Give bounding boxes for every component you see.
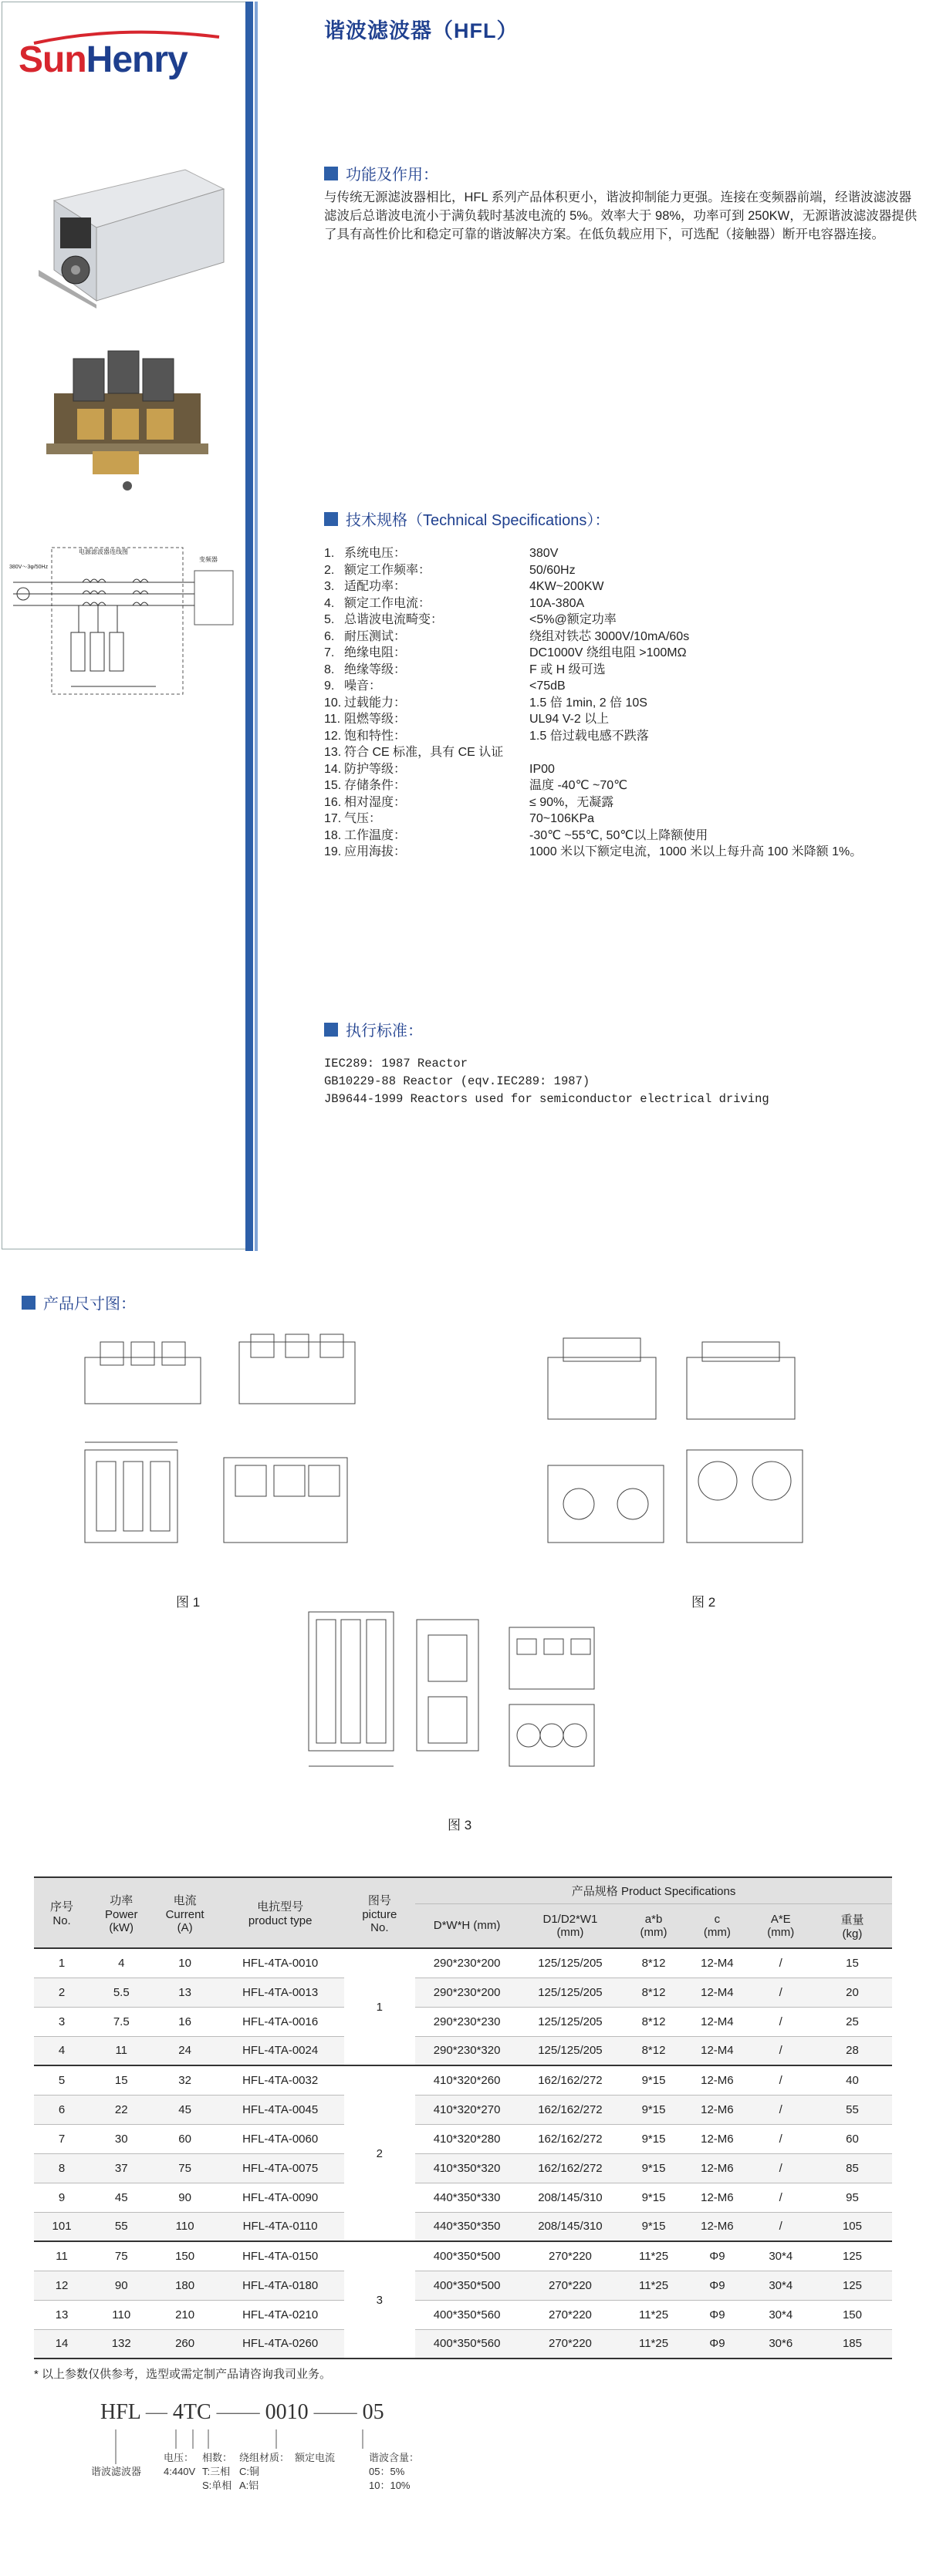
spec-row: [324, 578, 926, 595]
table-cell: 400*350*500: [415, 2241, 519, 2271]
table-cell: 125/125/205: [519, 2007, 622, 2036]
table-cell: 7: [34, 2124, 90, 2153]
top-frame: [0, 0, 926, 1253]
table-cell: 25: [813, 2007, 892, 2036]
picture-cell: 3: [344, 2241, 416, 2359]
table-cell: 410*320*280: [415, 2124, 519, 2153]
spec-label: 系统电压：: [344, 547, 407, 560]
table-cell: 15: [813, 1948, 892, 1978]
table-cell: 410*320*270: [415, 2095, 519, 2124]
code-label-thd: 谐波含量： 05：5% 10：10%: [369, 2452, 420, 2491]
table-cell: HFL-4TA-0010: [217, 1948, 344, 1978]
spec-row: [324, 678, 926, 695]
spec-label: 总谐波电流畸变：: [344, 613, 444, 626]
spec-row: [324, 777, 926, 794]
spec-row: [324, 629, 926, 646]
table-row: [34, 2124, 892, 2153]
blue-divider-light: [255, 2, 258, 1251]
standard-line: GB10229-88 Reactor (eqv.IEC289: 1987): [324, 1074, 590, 1088]
spec-value: 4KW~200KW: [529, 580, 604, 593]
spec-row: [324, 662, 926, 679]
spec-number: 7.: [324, 646, 335, 659]
table-cell: 22: [90, 2095, 153, 2124]
table-cell: 290*230*230: [415, 2007, 519, 2036]
table-cell: 13: [34, 2300, 90, 2329]
table-row: [34, 2300, 892, 2329]
table-cell: 101: [34, 2212, 90, 2241]
table-cell: HFL-4TA-0210: [217, 2300, 344, 2329]
table-cell: 8*12: [622, 2007, 685, 2036]
dimension-drawing-2: [532, 1327, 826, 1558]
product-spec-table: [34, 1876, 892, 2359]
table-cell: 400*350*500: [415, 2271, 519, 2300]
table-cell: 8: [34, 2153, 90, 2183]
table-cell: 11: [90, 2036, 153, 2065]
table-cell: 12-M4: [685, 2036, 749, 2065]
spec-value: 10A-380A: [529, 596, 585, 610]
spec-number: 17.: [324, 812, 342, 825]
table-cell: 150: [813, 2300, 892, 2329]
spec-row: [324, 612, 926, 629]
code-label-hfl: 谐波滤波器: [91, 2466, 142, 2477]
table-cell: 180: [153, 2271, 216, 2300]
spec-label: 额定工作电流：: [344, 596, 431, 610]
table-cell: /: [749, 2007, 813, 2036]
table-cell: HFL-4TA-0013: [217, 1978, 344, 2007]
square-bullet-icon: [22, 1296, 35, 1310]
table-cell: 6: [34, 2095, 90, 2124]
table-cell: HFL-4TA-0180: [217, 2271, 344, 2300]
table-cell: /: [749, 2212, 813, 2241]
table-cell: 11*25: [622, 2329, 685, 2359]
table-cell: 9: [34, 2183, 90, 2212]
table-cell: 85: [813, 2153, 892, 2183]
spec-label: 额定工作频率：: [344, 563, 431, 577]
section-function-heading: 功能及作用：: [324, 162, 438, 184]
table-cell: 410*320*260: [415, 2065, 519, 2095]
spec-row: [324, 828, 926, 845]
table-cell: 1: [34, 1948, 90, 1978]
table-cell: 30*6: [749, 2329, 813, 2359]
table-cell: 270*220: [519, 2241, 622, 2271]
table-cell: HFL-4TA-0075: [217, 2153, 344, 2183]
table-cell: 2: [34, 1978, 90, 2007]
table-cell: 24: [153, 2036, 216, 2065]
table-cell: HFL-4TA-0060: [217, 2124, 344, 2153]
table-cell: 110: [153, 2212, 216, 2241]
spec-number: 14.: [324, 762, 342, 776]
table-cell: 15: [90, 2065, 153, 2095]
table-cell: /: [749, 2153, 813, 2183]
spec-number: 10.: [324, 696, 342, 710]
table-row: [34, 2212, 892, 2241]
spec-row: [324, 695, 926, 712]
spec-value: <75dB: [529, 679, 566, 693]
table-cell: 125: [813, 2241, 892, 2271]
spec-value: ≤ 90%，无凝露: [529, 795, 614, 809]
col-spec-group: 产品规格 Product Specifications: [415, 1877, 892, 1903]
table-cell: /: [749, 2065, 813, 2095]
table-cell: 270*220: [519, 2271, 622, 2300]
dimension-drawing-3: [293, 1597, 633, 1789]
code-label-winding: 绕组材质： C:铜 A:铝: [239, 2452, 290, 2491]
col-c: c (mm): [685, 1903, 749, 1948]
table-cell: 270*220: [519, 2329, 622, 2359]
table-cell: 95: [813, 2183, 892, 2212]
spec-row: [324, 562, 926, 579]
table-cell: Φ9: [685, 2241, 749, 2271]
table-cell: 5.5: [90, 1978, 153, 2007]
footnote: * 以上参数仅供参考，选型或需定制产品请咨询我司业务。: [34, 2368, 332, 2381]
table-row: [34, 2329, 892, 2359]
table-cell: 13: [153, 1978, 216, 2007]
table-cell: 162/162/272: [519, 2124, 622, 2153]
table-cell: 125/125/205: [519, 2036, 622, 2065]
table-cell: 208/145/310: [519, 2212, 622, 2241]
table-cell: 9*15: [622, 2065, 685, 2095]
table-cell: HFL-4TA-0045: [217, 2095, 344, 2124]
spec-value: F 或 H 级可选: [529, 663, 606, 676]
spec-number: 18.: [324, 828, 342, 842]
picture-cell: 2: [344, 2065, 416, 2241]
table-cell: 11*25: [622, 2271, 685, 2300]
code-part-vt: 4TC: [172, 2400, 211, 2424]
table-cell: 30: [90, 2124, 153, 2153]
table-cell: 10: [153, 1948, 216, 1978]
col-no: 序号 No.: [34, 1877, 90, 1948]
table-cell: /: [749, 1978, 813, 2007]
spec-row: [324, 545, 926, 562]
table-cell: 12-M4: [685, 1948, 749, 1978]
spec-value: 1.5 倍过载电感不跌落: [529, 729, 649, 743]
spec-row: [324, 794, 926, 811]
spec-label: 应用海拔：: [344, 845, 407, 858]
spec-row: [324, 844, 926, 861]
blue-divider: [245, 2, 253, 1251]
spec-number: 16.: [324, 795, 342, 809]
code-part-current: 0010: [265, 2400, 309, 2424]
table-row: [34, 2065, 892, 2095]
table-cell: 9*15: [622, 2183, 685, 2212]
table-cell: 16: [153, 2007, 216, 2036]
table-cell: /: [749, 2036, 813, 2065]
spec-number: 15.: [324, 779, 342, 792]
col-dwh: D*W*H (mm): [415, 1903, 519, 1948]
spec-row: [324, 711, 926, 728]
section-dimensions-heading: 产品尺寸图：: [22, 1291, 136, 1313]
section-standards-heading: 执行标准：: [324, 1018, 423, 1040]
figure-1-label: 图 1: [176, 1595, 201, 1610]
table-cell: 440*350*330: [415, 2183, 519, 2212]
table-cell: 8*12: [622, 1948, 685, 1978]
table-cell: 30*4: [749, 2300, 813, 2329]
table-cell: 90: [90, 2271, 153, 2300]
square-bullet-icon: [324, 167, 338, 180]
table-cell: 290*230*320: [415, 2036, 519, 2065]
table-cell: 125/125/205: [519, 1948, 622, 1978]
table-row: [34, 2183, 892, 2212]
table-row: [34, 2153, 892, 2183]
table-cell: 125: [813, 2271, 892, 2300]
table-cell: Φ9: [685, 2329, 749, 2359]
spec-value: 1.5 倍 1min, 2 倍 10S: [529, 696, 647, 710]
col-weight: 重量 (kg): [813, 1903, 892, 1948]
table-row: [34, 1978, 892, 2007]
spec-list: [324, 545, 926, 861]
spec-number: 2.: [324, 563, 335, 577]
spec-label: 阻燃等级：: [344, 713, 407, 726]
spec-number: 4.: [324, 596, 335, 610]
spec-value: UL94 V-2 以上: [529, 713, 610, 726]
table-cell: 60: [153, 2124, 216, 2153]
spec-row: [324, 744, 926, 761]
spec-label: 绝缘等级：: [344, 663, 407, 676]
table-row: [34, 2007, 892, 2036]
table-cell: 11: [34, 2241, 90, 2271]
table-cell: /: [749, 1948, 813, 1978]
table-cell: 162/162/272: [519, 2153, 622, 2183]
function-text: 与传统无源滤波器相比，HFL 系列产品体积更小，谐波抑制能力更强。连接在变频器前端，经谐波滤波器滤波后总谐波电流小于满负载时基波电流的 5%。效率大于 98%，功率可到 250KW，无源谐波滤波器提供了具有高性价比和稳定可靠的谐波解决方案。在低负载应用下，可选配（接触器）断开电容器连接。: [324, 191, 918, 241]
table-cell: 105: [813, 2212, 892, 2241]
table-cell: 12-M6: [685, 2065, 749, 2095]
code-label-phase: 相数： T:三相 S:单相: [202, 2452, 233, 2491]
table-cell: 208/145/310: [519, 2183, 622, 2212]
spec-number: 5.: [324, 613, 335, 626]
code-label-current: 额定电流: [295, 2452, 336, 2463]
square-bullet-icon: [324, 512, 338, 526]
spec-row: [324, 728, 926, 745]
table-cell: 8*12: [622, 2036, 685, 2065]
table-cell: Φ9: [685, 2300, 749, 2329]
col-ab: a*b (mm): [622, 1903, 685, 1948]
spec-row: [324, 595, 926, 612]
table-cell: HFL-4TA-0016: [217, 2007, 344, 2036]
table-cell: 162/162/272: [519, 2065, 622, 2095]
table-cell: 440*350*350: [415, 2212, 519, 2241]
table-cell: 12-M6: [685, 2153, 749, 2183]
table-cell: Φ9: [685, 2271, 749, 2300]
table-cell: 125/125/205: [519, 1978, 622, 2007]
spec-label: 工作温度：: [344, 828, 407, 842]
table-cell: 400*350*560: [415, 2329, 519, 2359]
diagram-input-label: 380V～3φ/50Hz: [9, 565, 49, 570]
table-cell: 270*220: [519, 2300, 622, 2329]
table-cell: 12-M6: [685, 2212, 749, 2241]
dimension-drawing-1: [69, 1327, 424, 1558]
spec-value: 70~106KPa: [529, 812, 595, 825]
table-cell: 410*350*320: [415, 2153, 519, 2183]
table-cell: 12: [34, 2271, 90, 2300]
spec-row: [324, 761, 926, 778]
spec-label: 气压：: [344, 812, 382, 825]
spec-value: [503, 744, 926, 761]
table-cell: 8*12: [622, 1978, 685, 2007]
page-title: 谐波滤波器（HFL）: [324, 19, 519, 42]
spec-number: 1.: [324, 547, 335, 560]
table-cell: 9*15: [622, 2212, 685, 2241]
table-cell: 150: [153, 2241, 216, 2271]
table-cell: 290*230*200: [415, 1978, 519, 2007]
model-code: HFL — 4TC —— 0010 —— 05: [100, 2400, 384, 2424]
spec-number: 6.: [324, 629, 335, 643]
table-cell: 12-M6: [685, 2124, 749, 2153]
table-cell: 90: [153, 2183, 216, 2212]
spec-row: [324, 645, 926, 662]
table-row: [34, 2241, 892, 2271]
spec-value: 温度 -40℃ ~70℃: [529, 779, 628, 792]
spec-number: 13.: [324, 746, 342, 759]
brand-logo: SunHenry: [19, 39, 188, 80]
spec-label: 饱和特性：: [344, 729, 407, 743]
col-current: 电流 Current (A): [153, 1877, 216, 1948]
product-photo-reactor: [31, 339, 224, 494]
table-cell: 30*4: [749, 2241, 813, 2271]
table-cell: 75: [90, 2241, 153, 2271]
spec-label: 防护等级：: [344, 762, 407, 776]
standard-line: JB9644-1999 Reactors used for semiconductor electrical driving: [324, 1092, 769, 1106]
code-part-thd: 05: [362, 2400, 384, 2424]
figure-3-label: 图 3: [448, 1818, 472, 1833]
table-cell: 12-M4: [685, 1978, 749, 2007]
table-cell: 14: [34, 2329, 90, 2359]
table-cell: 185: [813, 2329, 892, 2359]
spec-row: [324, 811, 926, 828]
table-row: [34, 2271, 892, 2300]
table-cell: 9*15: [622, 2095, 685, 2124]
spec-value: 1000 米以下额定电流，1000 米以上每升高 100 米降额 1%。: [529, 845, 863, 858]
table-cell: 9*15: [622, 2153, 685, 2183]
table-cell: 45: [90, 2183, 153, 2212]
spec-label: 噪音：: [344, 679, 382, 693]
spec-label: 相对湿度：: [344, 795, 407, 809]
spec-number: 3.: [324, 580, 335, 593]
diagram-inverter-label: 变频器: [199, 556, 218, 563]
table-cell: /: [749, 2124, 813, 2153]
spec-number: 19.: [324, 845, 342, 858]
spec-value: IP00: [529, 762, 555, 776]
table-cell: 40: [813, 2065, 892, 2095]
table-cell: 132: [90, 2329, 153, 2359]
spec-value: 绕组对铁芯 3000V/10mA/60s: [529, 629, 690, 643]
spec-label: 适配功率：: [344, 580, 407, 593]
spec-value: 50/60Hz: [529, 563, 576, 577]
standard-line: IEC289: 1987 Reactor: [324, 1057, 468, 1071]
standards-list: [324, 1055, 769, 1108]
table-cell: 75: [153, 2153, 216, 2183]
table-row: [34, 1948, 892, 1978]
col-picture: 图号 picture No.: [344, 1877, 416, 1948]
section-specs-heading: 技术规格（Technical Specifications）：: [324, 507, 610, 530]
table-cell: HFL-4TA-0110: [217, 2212, 344, 2241]
table-cell: HFL-4TA-0032: [217, 2065, 344, 2095]
spec-number: 9.: [324, 679, 335, 693]
spec-value: 380V: [529, 547, 559, 560]
spec-value: <5%@额定功率: [529, 613, 617, 626]
spec-number: 8.: [324, 663, 335, 676]
diagram-title: 电源滤波器连线图: [79, 548, 128, 555]
spec-value: DC1000V 绕组电阻 >100MΩ: [529, 646, 687, 659]
table-cell: 260: [153, 2329, 216, 2359]
spec-label: 耐压测试：: [344, 629, 407, 643]
table-cell: 37: [90, 2153, 153, 2183]
table-cell: 9*15: [622, 2124, 685, 2153]
product-photo-cabinet: [23, 154, 231, 309]
table-cell: 11*25: [622, 2300, 685, 2329]
table-cell: 28: [813, 2036, 892, 2065]
table-cell: 60: [813, 2124, 892, 2153]
col-model: 电抗型号 product type: [217, 1877, 344, 1948]
table-cell: HFL-4TA-0260: [217, 2329, 344, 2359]
table-cell: 4: [34, 2036, 90, 2065]
spec-number: 11.: [324, 713, 341, 726]
spec-value: -30℃ ~55℃, 50℃以上降额使用: [529, 828, 708, 842]
table-cell: 12-M6: [685, 2183, 749, 2212]
table-cell: 162/162/272: [519, 2095, 622, 2124]
table-cell: /: [749, 2183, 813, 2212]
square-bullet-icon: [324, 1023, 338, 1037]
table-cell: 12-M4: [685, 2007, 749, 2036]
table-cell: /: [749, 2095, 813, 2124]
table-cell: 55: [90, 2212, 153, 2241]
col-power: 功率 Power (kW): [90, 1877, 153, 1948]
col-ae: A*E (mm): [749, 1903, 813, 1948]
code-label-voltage: 电压： 4:440V: [164, 2452, 196, 2477]
table-cell: 30*4: [749, 2271, 813, 2300]
table-cell: 45: [153, 2095, 216, 2124]
table-cell: 55: [813, 2095, 892, 2124]
spec-number: 12.: [324, 729, 342, 743]
code-part-hfl: HFL: [100, 2400, 140, 2424]
table-cell: 32: [153, 2065, 216, 2095]
spec-label: 符合 CE 标准，具有 CE 认证: [344, 746, 504, 759]
picture-cell: 1: [344, 1948, 416, 2065]
wiring-diagram: [9, 540, 241, 702]
table-cell: 400*350*560: [415, 2300, 519, 2329]
table-row: [34, 2095, 892, 2124]
table-cell: HFL-4TA-0090: [217, 2183, 344, 2212]
table-cell: 290*230*200: [415, 1948, 519, 1978]
table-row: [34, 2036, 892, 2065]
table-cell: HFL-4TA-0024: [217, 2036, 344, 2065]
table-cell: 11*25: [622, 2241, 685, 2271]
table-cell: 210: [153, 2300, 216, 2329]
col-d1: D1/D2*W1 (mm): [519, 1903, 622, 1948]
table-cell: HFL-4TA-0150: [217, 2241, 344, 2271]
table-cell: 12-M6: [685, 2095, 749, 2124]
table-cell: 5: [34, 2065, 90, 2095]
spec-label: 绝缘电阻：: [344, 646, 407, 659]
figure-2-label: 图 2: [691, 1595, 716, 1610]
table-cell: 20: [813, 1978, 892, 2007]
spec-label: 过载能力：: [344, 696, 407, 710]
table-cell: 7.5: [90, 2007, 153, 2036]
table-cell: 3: [34, 2007, 90, 2036]
table-cell: 4: [90, 1948, 153, 1978]
spec-label: 存储条件：: [344, 779, 407, 792]
table-cell: 110: [90, 2300, 153, 2329]
